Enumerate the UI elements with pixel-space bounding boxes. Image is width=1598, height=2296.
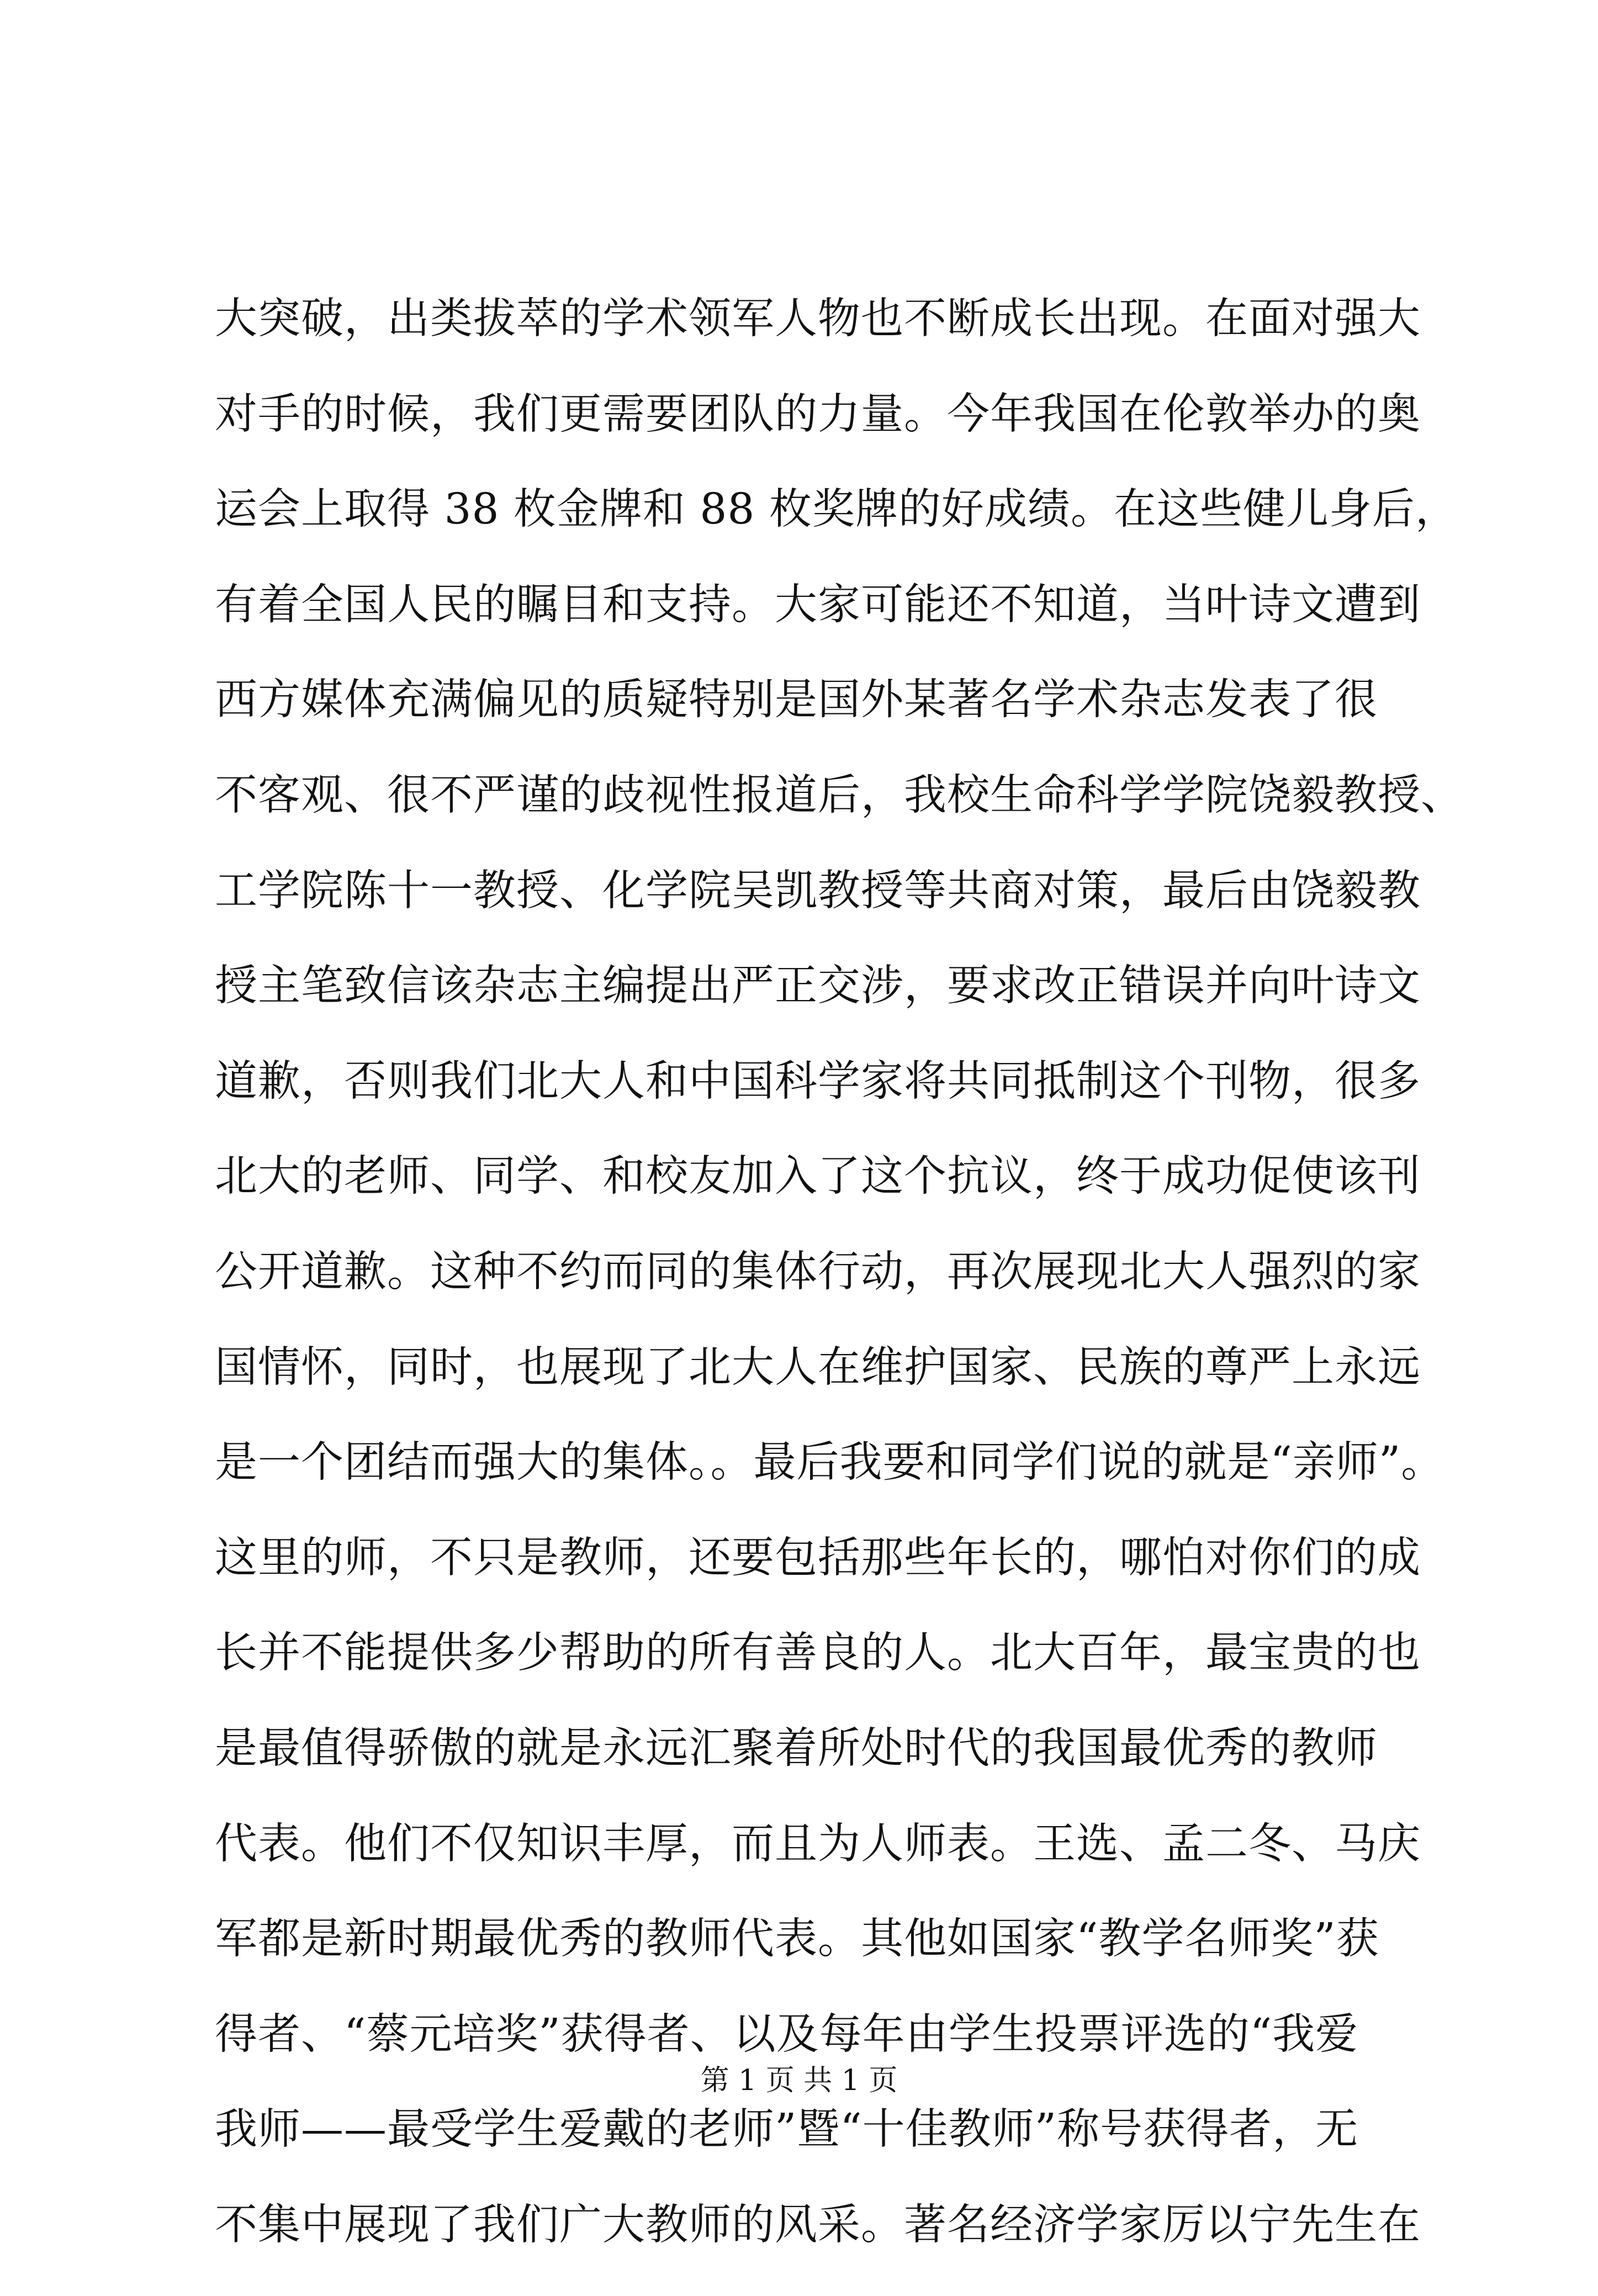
text-line: 长并不能提供多少帮助的所有善良的人。北大百年，最宝贵的也 — [215, 1628, 1421, 1678]
text-line: 有着全国人民的瞩目和支持。大家可能还不知道，当叶诗文遭到 — [215, 580, 1421, 629]
text-line: 公开道歉。这种不约而同的集体行动，再次展现北大人强烈的家 — [215, 1247, 1421, 1297]
text-line: 这里的师，不只是教师，还要包括那些年长的，哪怕对你们的成 — [215, 1533, 1421, 1583]
text-line: 对手的时候，我们更需要团队的力量。今年我国在伦敦举办的奥 — [215, 389, 1421, 439]
text-line: 大突破，出类拔萃的学术领军人物也不断成长出现。在面对强大 — [215, 294, 1421, 343]
text-line: 我师——最受学生爱戴的老师”暨“十佳教师”称号获得者，无 — [215, 2105, 1359, 2155]
text-line: 军都是新时期最优秀的教师代表。其他如国家“教学名师奖”获 — [215, 1914, 1379, 1964]
text-line: 得者、“蔡元培奖”获得者、以及每年由学生投票评选的“我爱 — [215, 2009, 1359, 2059]
text-line: 工学院陈十一教授、化学院吴凯教授等共商对策，最后由饶毅教 — [215, 866, 1421, 916]
text-line: 西方媒体充满偏见的质疑特别是国外某著名学术杂志发表了很 — [215, 675, 1378, 725]
text-line: 不集中展现了我们广大教师的风采。著名经济学家厉以宁先生在 — [215, 2200, 1421, 2250]
text-line: 授主笔致信该杂志主编提出严正交涉，要求改正错误并向叶诗文 — [215, 961, 1421, 1011]
text-line: 不客观、很不严谨的歧视性报道后，我校生命科学学院饶毅教授、 — [215, 770, 1464, 820]
text-line: 道歉，否则我们北大人和中国科学家将共同抵制这个刊物，很多 — [215, 1056, 1421, 1106]
text-line: 代表。他们不仅知识丰厚，而且为人师表。王选、孟二冬、马庆 — [215, 1819, 1421, 1869]
text-line: 运会上取得 38 枚金牌和 88 枚奖牌的好成绩。在这些健儿身后， — [215, 485, 1458, 535]
body-text — [215, 294, 1464, 2296]
text-line: 国情怀，同时，也展现了北大人在维护国家、民族的尊严上永远 — [215, 1342, 1421, 1392]
text-line: 是最值得骄傲的就是永远汇聚着所处时代的我国最优秀的教师 — [215, 1723, 1378, 1773]
page-number-footer: 第 1 页 共 1 页 — [700, 2064, 898, 2097]
text-line: 北大的老师、同学、和校友加入了这个抗议，终于成功促使该刊 — [215, 1152, 1421, 1202]
text-line: 是一个团结而强大的集体。。最后我要和同学们说的就是“亲师”。 — [215, 1438, 1444, 1488]
